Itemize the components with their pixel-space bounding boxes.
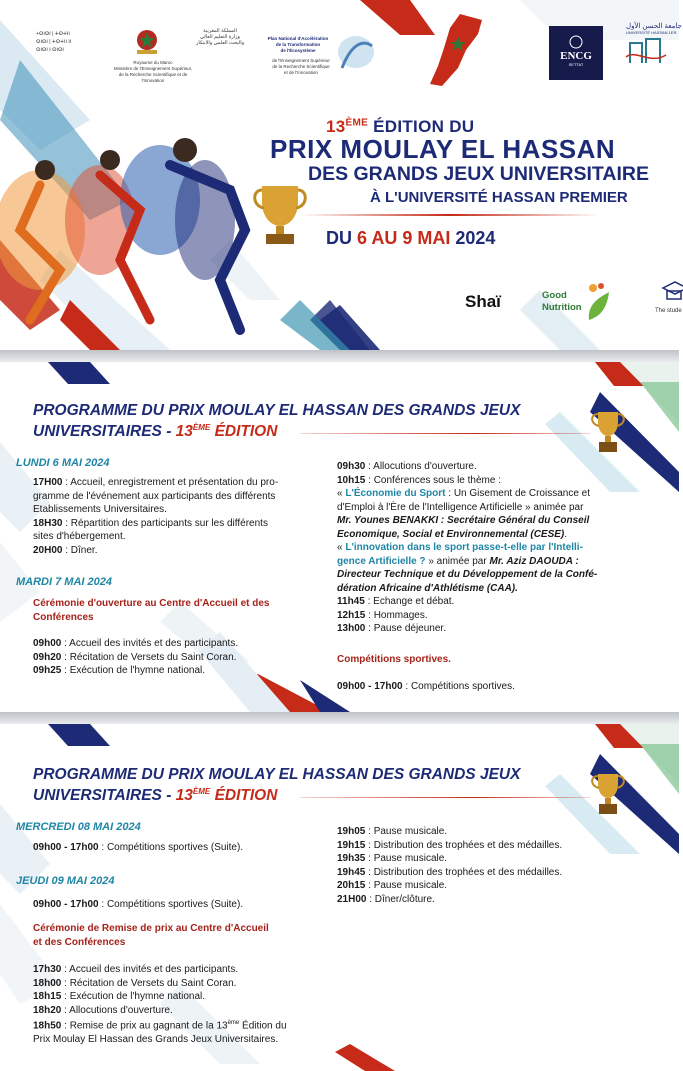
encg-emblem-icon <box>566 34 586 50</box>
schedule-entry: 09h00 - 17h00 : Compétitions sportives. <box>337 681 515 692</box>
day-heading-wednesday: MERCREDI 08 MAI 2024 <box>16 821 141 833</box>
schedule-entry: 09h00 : Accueil des invités et des participants. 09h20 : Récitation de Versets du Saint Coran. 09h25 : Exécution de l'hymne national. <box>33 638 239 676</box>
schedule-entry: 09h00 - 17h00 : Compétitions sportives (Suite). <box>33 899 244 910</box>
sponsor-shai-logo: Shaï <box>465 292 501 311</box>
program-title-rule <box>300 797 590 798</box>
schedule-entry: 09h30 : Allocutions d'ouverture. 10h15 : Conférences sous le thème : « L'Économie du Sport : Un Gisement de Croissance et d'Emploi à l'Ère de l'Intelligence Artificielle » animée par Mr. Younes BENAKKI : Secrétaire Général du Conseil Economique, Social et Environnemental (CESE). « L'innovation dans le sport passe-t-elle par l'Intelli- gence Artificielle ? » animée par Mr. Aziz DAOUDA : Directeur Technique et du Développement de la Confé- dération Africaine d'Athlétisme (CAA). 11h45 : Echange et débat. 12h15 : Hommages. 13h00 : Pause déjeuner. <box>337 461 598 634</box>
schedule-entry: 19h05 : Pause musicale. 19h15 : Distribution des trophées et des médailles. 19h35 : Pause musicale. 19h45 : Distribution des trophées et des médailles. 20h15 : Pause musicale. 21H00 : Dîner/clôture. <box>337 826 563 905</box>
program-title-rule <box>300 433 590 434</box>
ceremony-heading: Cérémonie de Remise de prix au Centre d'Accueil et des Conférences <box>33 923 269 948</box>
event-title: PRIX MOULAY EL HASSAN <box>270 134 616 164</box>
uhp-logo: جامعة الحسن الأول UNIVERSITÉ HASSAN 1ER <box>626 22 679 70</box>
ministry-logo-text: Royaume du Maroc Ministère de l'Enseignement Supérieur, de la Recherche Scientifique et de l'Innovation <box>113 60 193 83</box>
schedule-entry: 09h00 - 17h00 : Compétitions sportives (Suite). <box>33 842 244 853</box>
event-dates: DU 6 AU 9 MAI 2024 <box>326 228 496 248</box>
event-banner <box>0 0 682 350</box>
good-nutrition-leaf-icon <box>583 280 613 326</box>
program-page-2 <box>0 724 679 1071</box>
schedule-entry: 17h30 : Accueil des invités et des participants. 18h00 : Récitation de Versets du Saint Coran. 18h15 : Exécution de l'hymne national. 18h20 : Allocutions d'ouverture. 18h50 : Remise de prix au gagnant de la 13ème Édition du Prix Moulay El Hassan des Grands Jeux Universitaires. <box>33 964 287 1045</box>
competitions-heading: Compétitions sportives. <box>337 654 451 665</box>
page-separator <box>0 712 679 724</box>
pacte-esri-swirl-icon <box>334 32 376 76</box>
event-location: À L'UNIVERSITÉ HASSAN PREMIER <box>370 189 628 206</box>
encg-logo: ENCG SETTAT <box>549 26 603 80</box>
uhp-building-icon <box>626 35 666 65</box>
student-cap-icon <box>663 280 683 302</box>
pacte-esri-logo-text: Plan National d'Accélération de la Transformation de l'Écosystème <box>267 36 329 53</box>
page-separator <box>0 350 679 362</box>
moroccan-coat-of-arms-icon <box>134 26 160 56</box>
day-heading-thursday: JEUDI 09 MAI 2024 <box>16 875 115 887</box>
ceremony-heading: Cérémonie d'ouverture au Centre d'Accueil et des Conférences <box>33 598 270 623</box>
university-tifinagh-logo: +ⵙⵏⵙⵏ | ⵜⵙⵜⵏⵏ ⵙⵏⵙⵏ | ⵜⵙⵜⵏⵏ ⵏⵏ ⵙⵏⵙⵏ ⵏ ⵙⵏⵙⵏ <box>36 31 72 53</box>
title-red-rule <box>300 214 600 216</box>
program-title: PROGRAMME DU PRIX MOULAY EL HASSAN DES GRANDS JEUX UNIVERSITAIRES - 13ÈME ÉDITION <box>33 766 521 805</box>
ministry-arabic-text: المملكة المغربية وزارة التعليم العالي والبحث العلمي والابتكار <box>195 28 245 46</box>
sponsor-good-nutrition-logo: Good Nutrition <box>542 290 582 313</box>
edition-heading: 13ÈME ÉDITION DU <box>326 117 475 136</box>
athletes-illustration <box>0 120 260 340</box>
trophy-icon <box>590 408 626 458</box>
event-subtitle: DES GRANDS JEUX UNIVERSITAIRE <box>308 163 649 185</box>
sponsor-students-logo-text: The stude <box>655 308 682 314</box>
schedule-entry: 17H00 : Accueil, enregistrement et présentation du pro- gramme de l'événement aux participants des différents Etablissements Universitaires. 18H30 : Répartition des participants sur les différents sites d'hébergement. 20H00 : Dîner. <box>33 477 279 556</box>
program-page-1 <box>0 362 679 712</box>
trophy-icon <box>590 770 626 820</box>
program-title: PROGRAMME DU PRIX MOULAY EL HASSAN DES GRANDS JEUX UNIVERSITAIRES - 13ÈME ÉDITION <box>33 402 521 441</box>
day-heading-tuesday: MARDI 7 MAI 2024 <box>16 576 112 588</box>
pacte-esri-subtext: de l'Enseignement Supérieur de la Recherche Scientifique et de l'Innovation <box>272 58 330 75</box>
morocco-map-icon <box>420 10 490 90</box>
day-heading-monday: LUNDI 6 MAI 2024 <box>16 457 110 469</box>
